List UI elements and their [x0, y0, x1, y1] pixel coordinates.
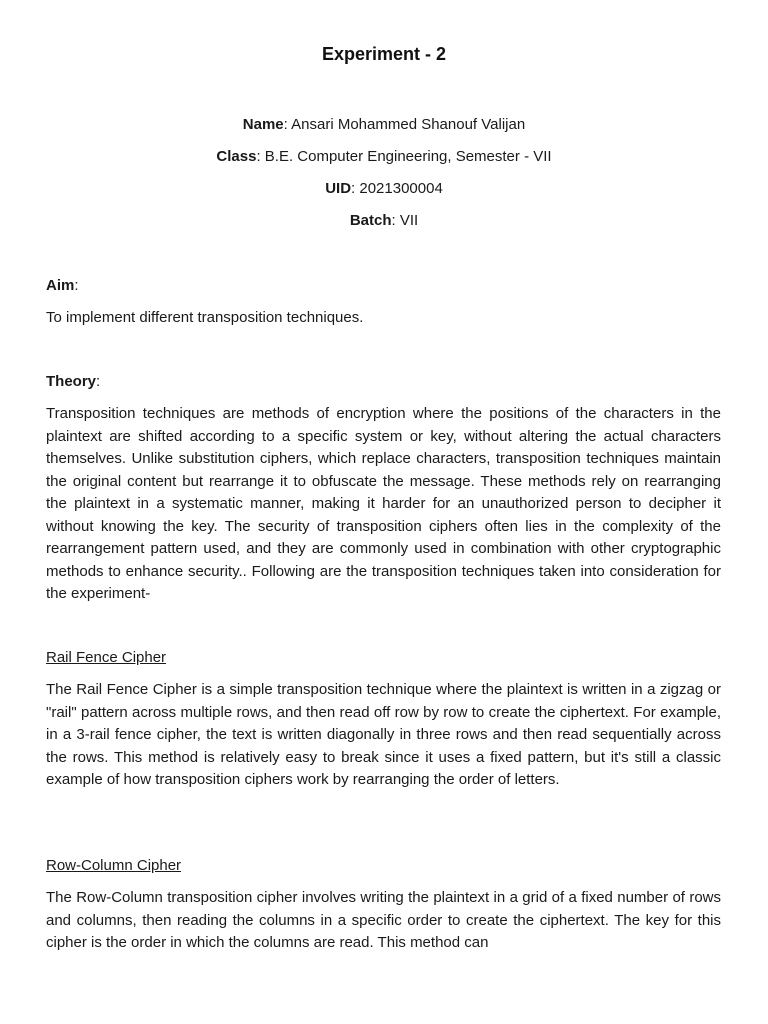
theory-suffix: :: [96, 373, 101, 390]
uid-value: : 2021300004: [351, 180, 443, 197]
student-name-line: [0, 115, 768, 135]
uid-line: [0, 179, 768, 199]
batch-value: : VII: [391, 212, 419, 229]
row-column-text: The Row-Column transposition cipher involves writing the plaintext in a grid of a fixed number of rows and columns, then reading the columns in a specific order to create the ciphertext. The key for this cipher is the order in which the columns are read. This method can: [46, 889, 721, 951]
class-line: [0, 147, 768, 167]
aim-heading: [46, 276, 79, 296]
uid-label: UID: [325, 180, 352, 197]
aim-text: To implement different transposition techniques.: [46, 309, 364, 326]
class-label: Class: [216, 148, 257, 165]
name-value: : Ansari Mohammed Shanouf Valijan: [283, 116, 526, 133]
rail-fence-heading: Rail Fence Cipher: [46, 649, 167, 666]
page-title: Experiment - 2: [321, 44, 447, 64]
name-label: Name: [242, 116, 284, 133]
aim-suffix: :: [74, 277, 79, 294]
batch-label: Batch: [349, 212, 392, 229]
theory-label: Theory: [46, 373, 97, 390]
aim-label: Aim: [46, 277, 75, 294]
rail-fence-text: The Rail Fence Cipher is a simple transposition technique where the plaintext is written in a zigzag or "rail" pattern across multiple rows, and then read off row by row to create the ciphertext. For example, in a 3-rail fence cipher, the text is written diagonally in three rows and then read sequentially across the rows. This method is relatively easy to break since it uses a fixed pattern, but it's still a classic example of how transposition ciphers work by rearranging the order of letters.: [46, 681, 721, 788]
theory-heading: [46, 372, 100, 392]
theory-text: Transposition techniques are methods of encryption where the positions of the characters in the plaintext are shifted according to a specific system or key, without altering the actual characters themselves. Unlike substitution ciphers, which replace characters, transposition techniques maintain the original content but rearrange it to obfuscate the message. These methods rely on rearranging the plaintext in a systematic manner, making it harder for an unauthorized person to decipher it without knowing the key. The security of transposition ciphers often lies in the complexity of the rearrangement pattern used, and they are commonly used in combination with other cryptographic methods to enhance security.. Following are the transposition techniques taken into consideration for the experiment-: [46, 405, 721, 602]
batch-line: [0, 211, 768, 231]
row-column-heading: Row-Column Cipher: [46, 857, 182, 874]
class-value: : B.E. Computer Engineering, Semester - VII: [256, 148, 552, 165]
